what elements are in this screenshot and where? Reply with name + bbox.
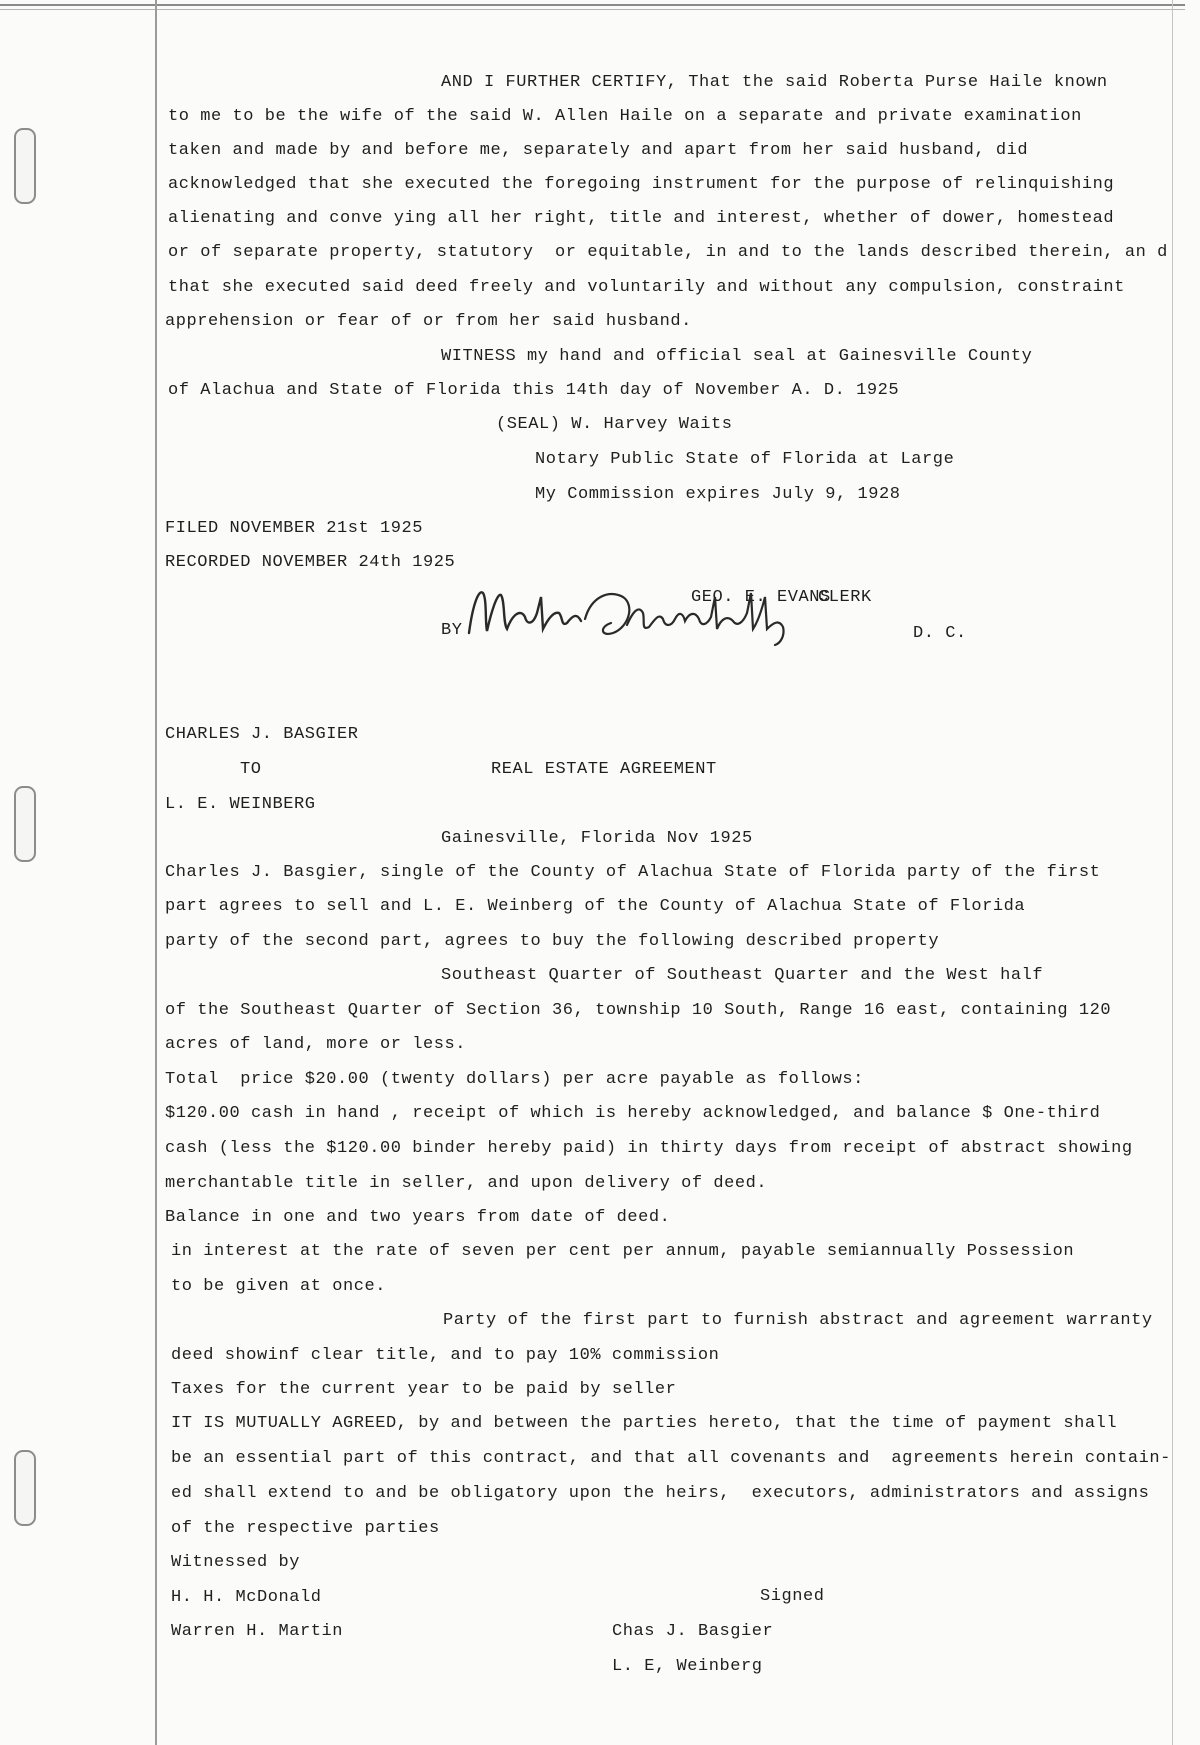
agreement-line: Party of the first part to furnish abstract and agreement warranty: [443, 1311, 1153, 1330]
agreement-line: Taxes for the current year to be paid by seller: [171, 1380, 677, 1399]
certification-line: alienating and conve ying all her right, title and interest, whether of dower, homestead: [168, 209, 1115, 228]
left-margin-rule: [155, 0, 157, 1745]
by-label: BY: [441, 621, 463, 640]
document-title: REAL ESTATE AGREEMENT: [491, 760, 717, 779]
top-border-rule: [0, 4, 1185, 6]
notary-title-line: Notary Public State of Florida at Large: [535, 450, 955, 469]
notary-seal-line: (SEAL) W. Harvey Waits: [496, 415, 733, 434]
agreement-line: to be given at once.: [171, 1277, 387, 1296]
witness-line: of Alachua and State of Florida this 14th day of November A. D. 1925: [168, 381, 900, 400]
agreement-line: part agrees to sell and L. E. Weinberg of the County of Alachua State of Florida: [165, 897, 1026, 916]
agreement-line: Balance in one and two years from date of deed.: [165, 1208, 671, 1227]
witness-name: H. H. McDonald: [171, 1588, 322, 1607]
to-label: TO: [240, 760, 262, 779]
certification-line: apprehension or fear of or from her said husband.: [165, 312, 692, 331]
agreement-line: merchantable title in seller, and upon delivery of deed.: [165, 1174, 768, 1193]
filed-line: FILED NOVEMBER 21st 1925: [165, 519, 424, 538]
clerk-name: GEO. E. EVANS: [691, 588, 831, 607]
agreement-line: ed shall extend to and be obligatory upon the heirs, executors, administrators and assigns: [171, 1484, 1150, 1503]
witness-name: Warren H. Martin: [171, 1622, 344, 1641]
binder-hole-middle: [14, 786, 36, 862]
binder-hole-top: [14, 128, 36, 204]
deputy-clerk-signature: [463, 583, 843, 653]
agreement-line: Southeast Quarter of Southeast Quarter and the West half: [441, 966, 1044, 985]
signer-name: Chas J. Basgier: [612, 1622, 774, 1641]
grantor-name: CHARLES J. BASGIER: [165, 725, 359, 744]
agreement-line: of the respective parties: [171, 1519, 440, 1538]
place-date-line: Gainesville, Florida Nov 1925: [441, 829, 753, 848]
clerk-title: CLERK: [818, 588, 872, 607]
certification-line: to me to be the wife of the said W. Allen Haile on a separate and private examination: [168, 107, 1082, 126]
certification-line: that she executed said deed freely and voluntarily and without any compulsion, constraint: [168, 278, 1125, 297]
agreement-line: Charles J. Basgier, single of the County of Alachua State of Florida party of the first: [165, 863, 1101, 882]
signed-label: Signed: [760, 1587, 825, 1606]
agreement-line: deed showinf clear title, and to pay 10% commission: [171, 1346, 720, 1365]
certification-line: acknowledged that she executed the foregoing instrument for the purpose of relinquishing: [168, 175, 1115, 194]
certification-line: or of separate property, statutory or equitable, in and to the lands described therein, an d: [168, 243, 1168, 262]
grantee-name: L. E. WEINBERG: [165, 795, 316, 814]
agreement-line: Total price $20.00 (twenty dollars) per acre payable as follows:: [165, 1070, 864, 1089]
agreement-line: IT IS MUTUALLY AGREED, by and between the parties hereto, that the time of payment shall: [171, 1414, 1118, 1433]
agreement-line: in interest at the rate of seven per cent per annum, payable semiannually Possession: [171, 1242, 1075, 1261]
witness-line: WITNESS my hand and official seal at Gainesville County: [441, 347, 1033, 366]
certification-line: taken and made by and before me, separately and apart from her said husband, did: [168, 141, 1029, 160]
binder-hole-bottom: [14, 1450, 36, 1526]
witnessed-by-label: Witnessed by: [171, 1553, 301, 1572]
deputy-clerk-label: D. C.: [913, 624, 967, 643]
agreement-line: party of the second part, agrees to buy the following described property: [165, 932, 940, 951]
notary-commission-line: My Commission expires July 9, 1928: [535, 485, 901, 504]
agreement-line: cash (less the $120.00 binder hereby paid) in thirty days from receipt of abstract showing: [165, 1139, 1133, 1158]
agreement-line: acres of land, more or less.: [165, 1035, 467, 1054]
certification-line: AND I FURTHER CERTIFY, That the said Roberta Purse Haile known: [441, 73, 1108, 92]
signer-name: L. E, Weinberg: [612, 1657, 763, 1676]
agreement-line: of the Southeast Quarter of Section 36, township 10 South, Range 16 east, containing 120: [165, 1001, 1112, 1020]
agreement-line: be an essential part of this contract, and that all covenants and agreements herein contain-: [171, 1449, 1171, 1468]
agreement-line: $120.00 cash in hand , receipt of which is hereby acknowledged, and balance $ One-third: [165, 1104, 1101, 1123]
right-margin-rule: [1172, 0, 1173, 1745]
top-border-rule-secondary: [0, 9, 1185, 10]
recorded-line: RECORDED NOVEMBER 24th 1925: [165, 553, 456, 572]
